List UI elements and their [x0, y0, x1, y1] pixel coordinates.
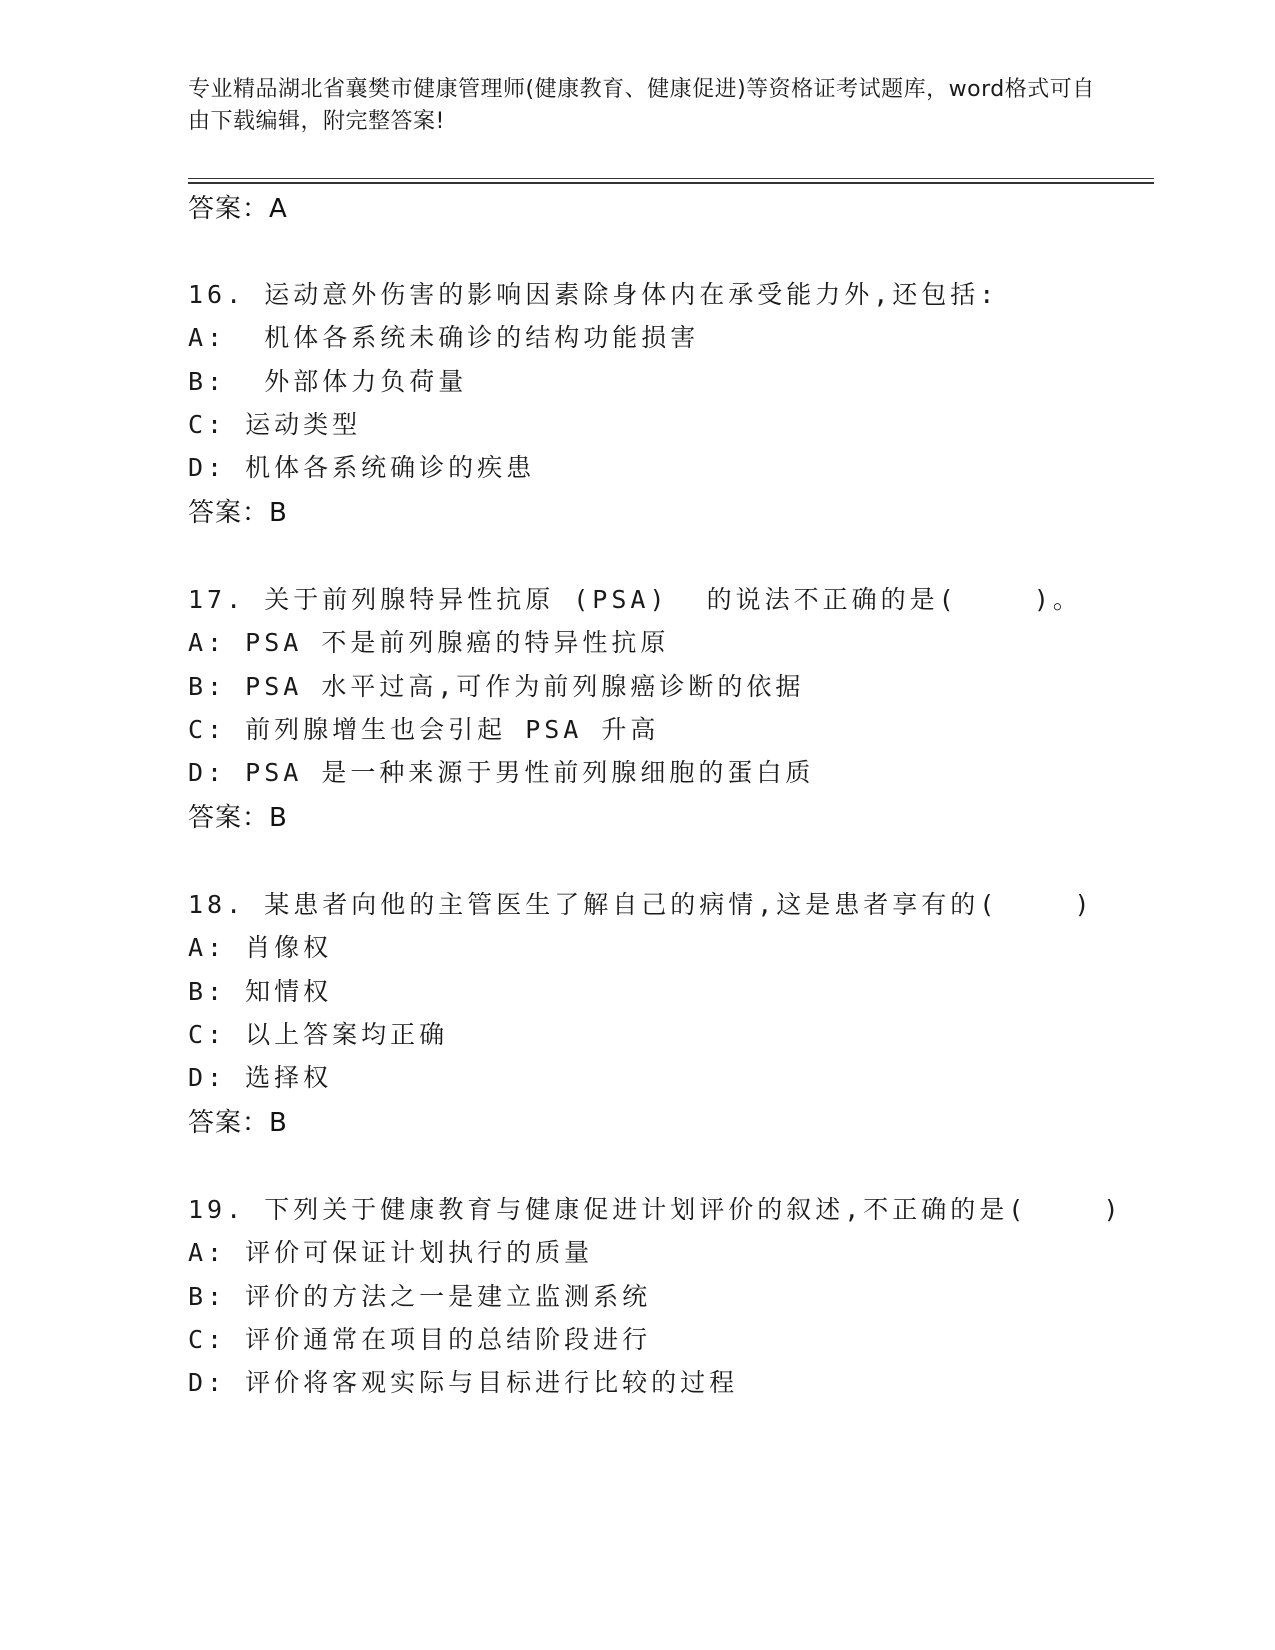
question-16-option-c: C: 运动类型 — [188, 410, 362, 439]
question-17-stem: 17. 关于前列腺特异性抗原 (PSA) 的说法不正确的是( )。 — [188, 585, 1082, 614]
question-18-option-b: B: 知情权 — [188, 977, 333, 1006]
question-19-option-d: D: 评价将客观实际与目标进行比较的过程 — [188, 1368, 739, 1397]
question-17-option-b: B: PSA 水平过高,可作为前列腺癌诊断的依据 — [188, 672, 805, 701]
document-header: 专业精品湖北省襄樊市健康管理师(健康教育、健康促进)等资格证考试题库，word格式可自由下载编辑，附完整答案! — [188, 77, 1095, 134]
question-19-option-c: C: 评价通常在项目的总结阶段进行 — [188, 1325, 652, 1354]
question-19-option-b: B: 评价的方法之一是建立监测系统 — [188, 1282, 652, 1311]
question-18-option-c: C: 以上答案均正确 — [188, 1020, 449, 1049]
question-18-answer: 答案：B — [188, 1108, 288, 1138]
question-18-option-a: A: 肖像权 — [188, 933, 333, 962]
question-17-option-d: D: PSA 是一种来源于男性前列腺细胞的蛋白质 — [188, 758, 815, 787]
header-rule-thin — [188, 178, 1154, 179]
question-19-option-a: A: 评价可保证计划执行的质量 — [188, 1238, 594, 1267]
question-18-stem: 18. 某患者向他的主管医生了解自己的病情,这是患者享有的( ) — [188, 890, 1094, 919]
header-rule-thick — [188, 182, 1154, 184]
question-16-answer: 答案：B — [188, 498, 288, 528]
question-17-answer: 答案：B — [188, 803, 288, 833]
question-19-stem: 19. 下列关于健康教育与健康促进计划评价的叙述,不正确的是( ) — [188, 1195, 1123, 1224]
question-16-option-d: D: 机体各系统确诊的疾患 — [188, 453, 536, 482]
question-16-option-b: B: 外部体力负荷量 — [188, 367, 468, 396]
question-17-option-a: A: PSA 不是前列腺癌的特异性抗原 — [188, 628, 670, 657]
answer-previous: 答案：A — [188, 194, 288, 224]
question-16-stem: 16. 运动意外伤害的影响因素除身体内在承受能力外,还包括: — [188, 280, 999, 309]
question-17-option-c: C: 前列腺增生也会引起 PSA 升高 — [188, 715, 660, 744]
question-16-option-a: A: 机体各系统未确诊的结构功能损害 — [188, 323, 700, 352]
question-18-option-d: D: 选择权 — [188, 1063, 333, 1092]
